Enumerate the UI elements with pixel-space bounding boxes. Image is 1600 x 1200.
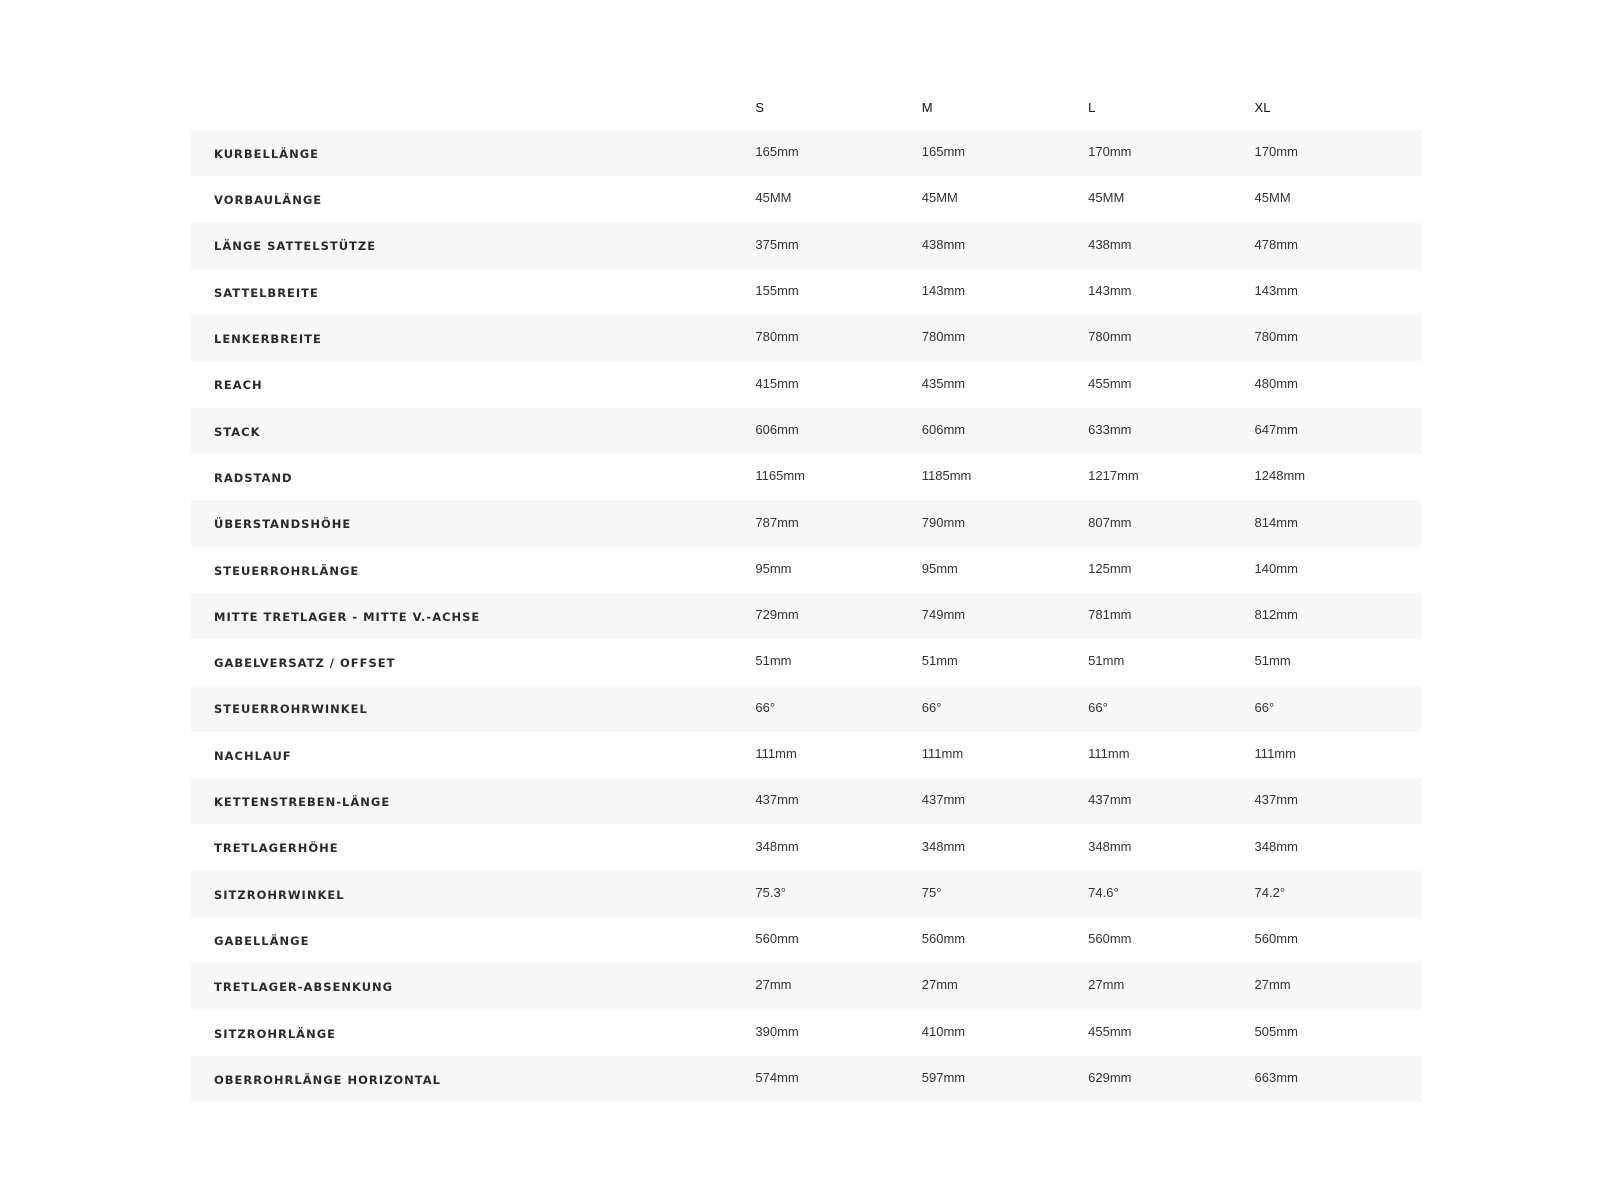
table-cell: 125mm [1088,560,1132,576]
table-cell: 66° [1254,699,1275,715]
table-body [191,130,1421,1102]
table-row [191,639,1421,685]
table-cell: 437mm [1088,792,1132,808]
table-cell: 111mm [921,746,964,761]
row-label: KETTENSTREBEN-LÄNGE [214,795,391,810]
row-label: REACH [214,378,263,393]
table-cell: 170mm [1254,144,1298,160]
table-cell: 437mm [921,792,966,808]
table-cell: 51mm [755,653,792,669]
table-cell: 143mm [1088,283,1132,299]
table-row [191,500,1421,546]
table-cell: 780mm [921,329,966,345]
table-row [191,547,1421,593]
table-cell: 27mm [921,977,958,993]
row-label: TRETLAGERHÖHE [214,841,339,856]
table-cell: 455mm [1088,375,1132,391]
table-row [191,963,1421,1009]
table-row [191,130,1421,176]
table-cell: 111mm [755,746,797,761]
row-label: LÄNGE SATTELSTÜTZE [214,239,377,254]
table-cell: 348mm [921,838,966,854]
header-row [191,84,1421,130]
table-cell: 790mm [921,514,966,530]
table-row [191,1056,1421,1102]
table-cell: 780mm [755,329,799,345]
row-label: TRETLAGER-ABSENKUNG [214,980,394,995]
table-cell: 111mm [1254,746,1296,761]
row-label: GABELVERSATZ / OFFSET [214,656,396,671]
row-label: MITTE TRETLAGER - MITTE V.-ACHSE [214,609,481,624]
table-row [191,917,1421,963]
table-row [191,454,1421,500]
table-row [191,408,1421,454]
table-cell: 348mm [1088,838,1132,854]
row-label: RADSTAND [214,470,293,485]
table-cell: 155mm [755,283,799,299]
table-cell: 165mm [921,144,966,160]
table-cell: 74.2° [1254,884,1286,900]
table-cell: 787mm [755,514,799,530]
table-cell: 480mm [1254,375,1298,391]
table-cell: 1165mm [755,468,805,484]
table-cell: 437mm [1254,792,1298,808]
table-cell: 45MM [921,190,958,206]
table-cell: 390mm [755,1023,799,1039]
geometry-table [191,84,1421,1102]
row-label: SITZROHRWINKEL [214,887,345,902]
table-cell: 1185mm [921,468,972,484]
size-header-xl: XL [1254,99,1271,115]
row-label: STEUERROHRWINKEL [214,702,368,717]
table-cell: 780mm [1088,329,1132,345]
row-label: KURBELLÄNGE [214,146,319,161]
table-cell: 75° [921,884,942,900]
table-cell: 51mm [1254,653,1291,669]
table-cell: 560mm [921,931,966,947]
table-cell: 560mm [755,931,799,947]
table-row [191,732,1421,778]
table-cell: 95mm [755,560,792,576]
table-cell: 415mm [755,375,799,391]
size-header-s: S [755,99,765,115]
table-row [191,1010,1421,1056]
table-cell: 647mm [1254,421,1298,437]
table-cell: 74.6° [1088,884,1119,900]
table-cell: 505mm [1254,1023,1298,1039]
row-label: LENKERBREITE [214,332,322,347]
table-cell: 66° [1088,699,1108,715]
table-cell: 95mm [921,560,958,576]
table-cell: 27mm [1088,977,1125,993]
table-cell: 140mm [1254,560,1298,576]
table-cell: 51mm [921,653,958,669]
table-cell: 143mm [921,283,966,299]
table-cell: 729mm [755,607,799,623]
table-cell: 111mm [1088,746,1130,761]
table-row [191,824,1421,870]
table-cell: 27mm [755,977,792,993]
table-row [191,223,1421,269]
table-cell: 66° [755,699,776,715]
row-label: VORBAULÄNGE [214,193,323,208]
table-cell: 597mm [921,1070,966,1086]
table-cell: 410mm [921,1023,966,1039]
row-label: GABELLÄNGE [214,933,310,948]
table-row [191,686,1421,732]
table-row [191,315,1421,361]
table-cell: 45MM [755,190,792,206]
table-cell: 749mm [921,607,966,623]
table-cell: 1248mm [1254,468,1306,484]
table-header [191,84,1421,130]
table-cell: 560mm [1088,931,1132,947]
table-cell: 663mm [1254,1070,1298,1086]
table-cell: 170mm [1088,144,1132,160]
row-label: SATTELBREITE [214,285,319,300]
table-cell: 51mm [1088,653,1125,669]
table-cell: 807mm [1088,514,1132,530]
table-cell: 438mm [1088,236,1132,252]
table-cell: 1217mm [1088,468,1139,484]
table-row [191,593,1421,639]
row-label: ÜBERSTANDSHÖHE [214,517,352,532]
table-cell: 375mm [755,236,799,252]
table-cell: 455mm [1088,1023,1132,1039]
table-row [191,269,1421,315]
header-blank-cell [191,84,755,130]
table-cell: 780mm [1254,329,1298,345]
row-label: STEUERROHRLÄNGE [214,563,360,578]
table-cell: 606mm [921,421,966,437]
size-header-m: M [921,99,933,115]
row-label: SITZROHRLÄNGE [214,1026,337,1041]
table-cell: 812mm [1254,607,1298,623]
table-cell: 629mm [1088,1070,1132,1086]
table-cell: 45MM [1088,190,1125,206]
table-cell: 66° [921,699,942,715]
row-label: NACHLAUF [214,748,292,763]
table-cell: 437mm [755,792,799,808]
table-cell: 633mm [1088,421,1132,437]
table-cell: 560mm [1254,931,1298,947]
table-row [191,176,1421,222]
table-cell: 781mm [1088,607,1132,623]
table-row [191,871,1421,917]
table-cell: 348mm [755,838,799,854]
table-cell: 165mm [755,144,799,160]
table-cell: 574mm [755,1070,799,1086]
row-label: STACK [214,424,261,439]
table-cell: 438mm [921,236,966,252]
size-header-l: L [1088,99,1096,115]
table-cell: 435mm [921,375,966,391]
table-cell: 478mm [1254,236,1298,252]
table-cell: 348mm [1254,838,1298,854]
table-cell: 45MM [1254,190,1291,206]
table-cell: 606mm [755,421,799,437]
table-row [191,361,1421,407]
table-cell: 814mm [1254,514,1298,530]
table-cell: 27mm [1254,977,1291,993]
table-row [191,778,1421,824]
row-label: OBERROHRLÄNGE HORIZONTAL [214,1072,441,1087]
table-cell: 75.3° [755,884,786,900]
table-cell: 143mm [1254,283,1298,299]
